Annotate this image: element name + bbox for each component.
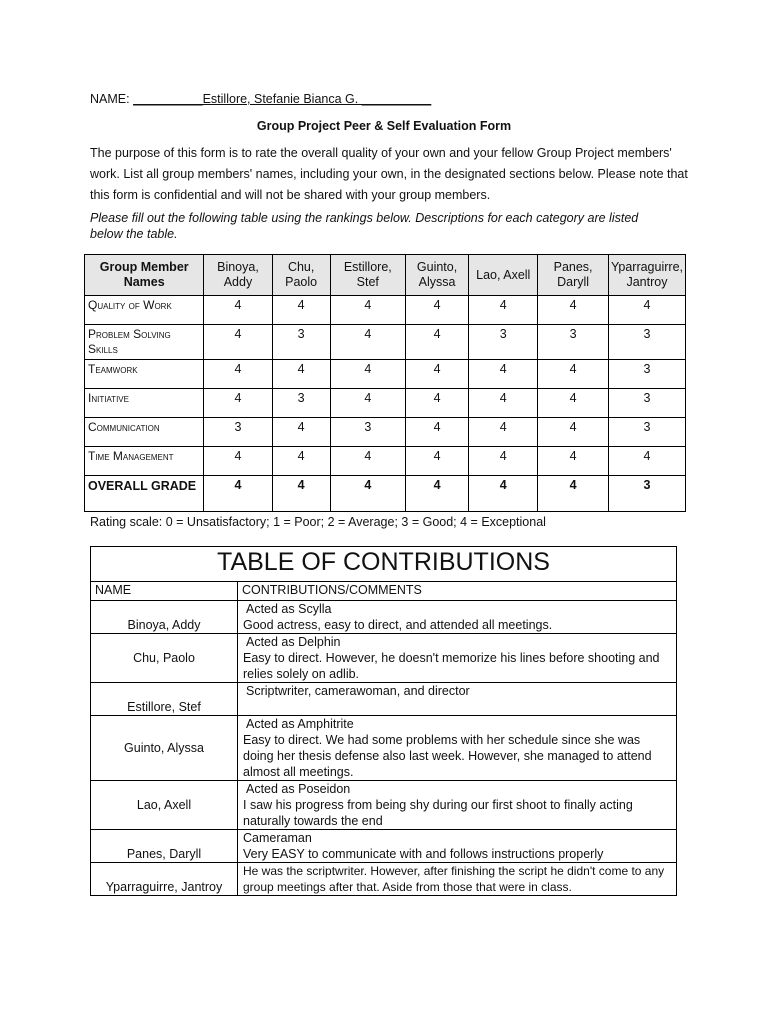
score-cell: 4 [608, 296, 685, 325]
member-name: Chu, Paolo [91, 634, 238, 683]
contributions-header-row [91, 582, 677, 601]
contribution-cell [238, 781, 677, 830]
score-cell: 4 [538, 296, 609, 325]
score-cell: 4 [405, 296, 468, 325]
criterion-label: OVERALL GRADE [85, 476, 204, 512]
criterion-label: Quality of Work [85, 296, 204, 325]
contribution-row [91, 683, 677, 716]
score-cell: 3 [538, 325, 609, 360]
evaluation-row [85, 418, 686, 447]
score-cell: 4 [204, 476, 272, 512]
evaluation-row [85, 296, 686, 325]
contributions-title-row [91, 547, 677, 582]
score-cell: 4 [204, 296, 272, 325]
contributions-title: TABLE OF CONTRIBUTIONS [91, 547, 677, 582]
score-cell: 4 [330, 360, 405, 389]
score-cell: 3 [608, 360, 685, 389]
member-header: Yparraguirre, Jantroy [608, 255, 685, 296]
contribution-role: Acted as Amphitrite [246, 717, 354, 731]
contribution-role: Acted as Scylla [246, 602, 332, 616]
evaluation-row [85, 389, 686, 418]
contribution-comment: I saw his progress from being shy during our first shoot to finally acting naturally towards the end [243, 798, 633, 828]
score-cell: 4 [272, 476, 330, 512]
purpose-paragraph: The purpose of this form is to rate the overall quality of your own and your fellow Group Project members' work. List all group members' names, including your own, in the designated sections below. Please note that this form is confidential and will not be shared with your group members. [90, 146, 688, 202]
contribution-role: Acted as Delphin [246, 635, 341, 649]
name-line [90, 92, 431, 106]
score-cell: 4 [469, 389, 538, 418]
score-cell: 4 [538, 418, 609, 447]
member-name: Guinto, Alyssa [91, 716, 238, 781]
score-cell: 4 [204, 325, 272, 360]
contribution-role: Scriptwriter, camerawoman, and director [246, 684, 470, 698]
score-cell: 4 [272, 447, 330, 476]
member-header: Lao, Axell [469, 255, 538, 296]
contribution-cell [238, 830, 677, 863]
contribution-cell [238, 601, 677, 634]
score-cell: 4 [469, 447, 538, 476]
criterion-label: Communication [85, 418, 204, 447]
score-cell: 3 [330, 418, 405, 447]
score-cell: 4 [538, 360, 609, 389]
score-cell: 4 [330, 476, 405, 512]
member-name: Yparraguirre, Jantroy [91, 863, 238, 896]
contribution-row [91, 716, 677, 781]
score-cell: 4 [204, 389, 272, 418]
comments-column-header: CONTRIBUTIONS/COMMENTS [238, 582, 677, 601]
score-cell: 4 [330, 325, 405, 360]
score-cell: 4 [330, 296, 405, 325]
member-name: Binoya, Addy [91, 601, 238, 634]
score-cell: 3 [608, 476, 685, 512]
rating-scale-note: Rating scale: 0 = Unsatisfactory; 1 = Poor; 2 = Average; 3 = Good; 4 = Exceptional [90, 515, 546, 529]
score-cell: 4 [608, 447, 685, 476]
criterion-label: Initiative [85, 389, 204, 418]
score-cell: 4 [405, 325, 468, 360]
form-title: Group Project Peer & Self Evaluation Form [256, 119, 512, 133]
instruction-paragraph: Please fill out the following table using the rankings below. Descriptions for each category are listed below the table. [90, 211, 639, 241]
contributions-table [90, 546, 677, 896]
name-column-header: NAME [91, 582, 238, 601]
evaluation-row [85, 360, 686, 389]
contribution-row [91, 781, 677, 830]
contribution-cell [238, 683, 677, 716]
contribution-comment: Very EASY to communicate with and follows instructions properly [243, 847, 604, 861]
contribution-role: Cameraman [243, 831, 312, 845]
score-cell: 3 [608, 418, 685, 447]
score-cell: 4 [272, 418, 330, 447]
member-name: Panes, Daryll [91, 830, 238, 863]
member-header: Binoya, Addy [204, 255, 272, 296]
score-cell: 4 [204, 447, 272, 476]
score-cell: 4 [405, 476, 468, 512]
score-cell: 4 [469, 476, 538, 512]
score-cell: 4 [272, 296, 330, 325]
overall-grade-row [85, 476, 686, 512]
contribution-comment: Easy to direct. We had some problems with her schedule since she was doing her thesis defense also last week. However, she managed to attend almost all meetings. [243, 733, 652, 779]
score-cell: 4 [469, 360, 538, 389]
criterion-label: Problem Solving Skills [85, 325, 204, 360]
score-cell: 3 [469, 325, 538, 360]
score-cell: 4 [469, 296, 538, 325]
score-cell: 4 [330, 447, 405, 476]
score-cell: 4 [538, 389, 609, 418]
score-cell: 4 [538, 476, 609, 512]
contribution-cell [238, 634, 677, 683]
contribution-row [91, 634, 677, 683]
evaluation-header-row [85, 255, 686, 296]
score-cell: 4 [272, 360, 330, 389]
contribution-comment: Good actress, easy to direct, and attended all meetings. [243, 618, 553, 632]
member-name: Estillore, Stef [91, 683, 238, 716]
contribution-role: He was the scriptwriter. However, after finishing the script he didn't come to any group meetings after that. Aside from those that were in class. [243, 864, 665, 894]
contribution-cell [238, 863, 677, 896]
score-cell: 3 [608, 389, 685, 418]
contribution-row [91, 863, 677, 896]
evaluation-row [85, 325, 686, 360]
score-cell: 4 [469, 418, 538, 447]
evaluation-row [85, 447, 686, 476]
score-cell: 4 [405, 389, 468, 418]
score-cell: 4 [538, 447, 609, 476]
name-value: __________Estillore, Stefanie Bianca G. __________ [133, 92, 432, 106]
member-header: Panes, Daryll [538, 255, 609, 296]
evaluation-table [84, 254, 686, 512]
contribution-comment: Easy to direct. However, he doesn't memorize his lines before shooting and relies solely on adlib. [243, 651, 660, 681]
score-cell: 4 [405, 418, 468, 447]
score-cell: 4 [405, 360, 468, 389]
contribution-cell [238, 716, 677, 781]
contribution-row [91, 601, 677, 634]
group-member-names-header: Group Member Names [85, 255, 204, 296]
score-cell: 4 [405, 447, 468, 476]
criterion-label: Teamwork [85, 360, 204, 389]
score-cell: 4 [330, 389, 405, 418]
contribution-row [91, 830, 677, 863]
name-label: NAME: [90, 92, 130, 106]
member-header: Estillore, Stef [330, 255, 405, 296]
criterion-label: Time Management [85, 447, 204, 476]
contribution-role: Acted as Poseidon [246, 782, 351, 796]
member-header: Guinto, Alyssa [405, 255, 468, 296]
score-cell: 4 [204, 360, 272, 389]
score-cell: 3 [272, 389, 330, 418]
score-cell: 3 [204, 418, 272, 447]
member-header: Chu, Paolo [272, 255, 330, 296]
score-cell: 3 [608, 325, 685, 360]
member-name: Lao, Axell [91, 781, 238, 830]
score-cell: 3 [272, 325, 330, 360]
